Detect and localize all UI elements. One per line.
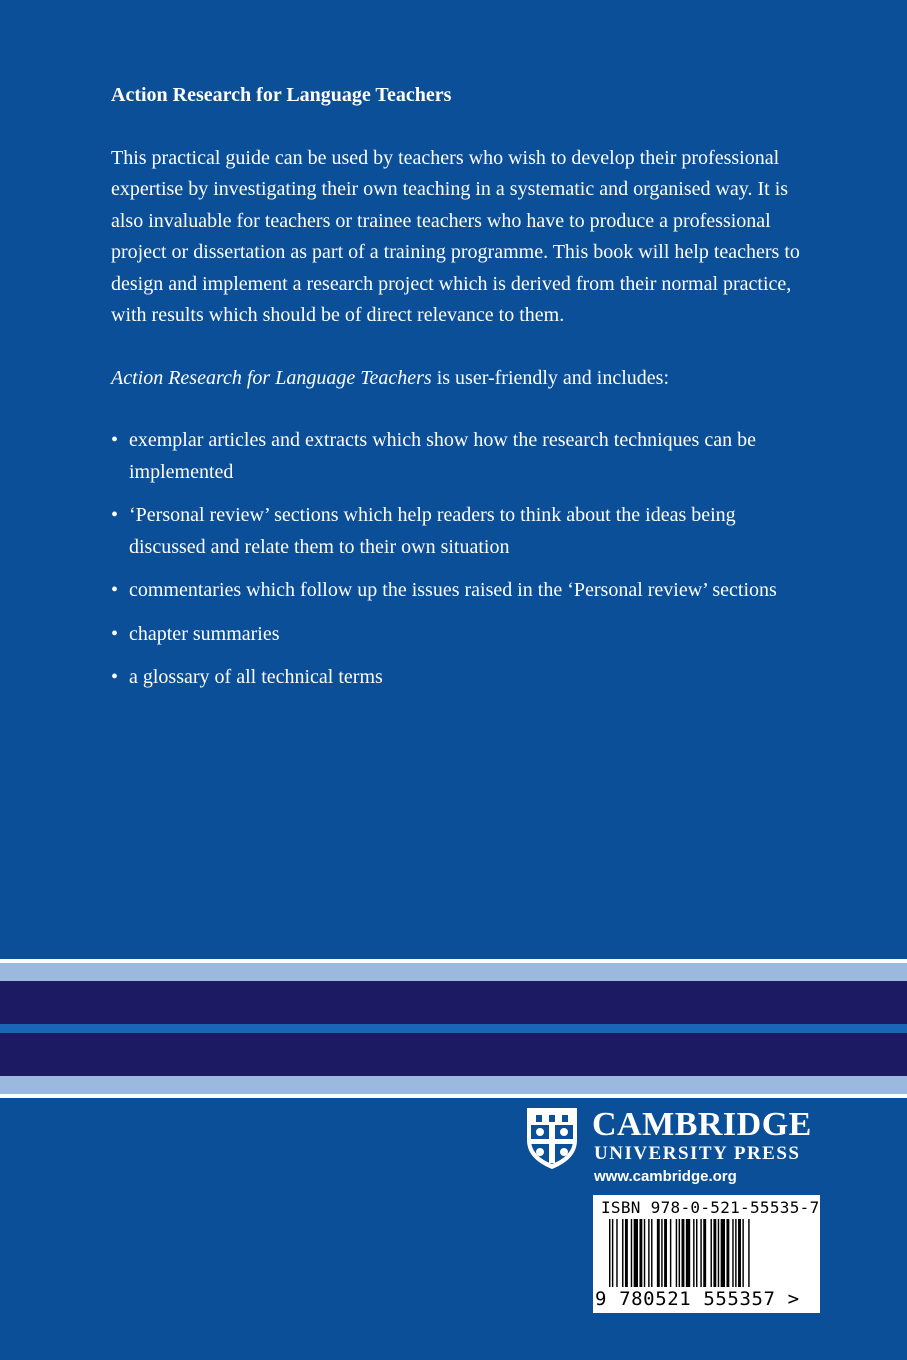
isbn-barcode <box>593 1195 820 1313</box>
bullet-icon: • <box>111 622 119 645</box>
publisher-logo <box>524 1106 824 1186</box>
book-title: Action Research for Language Teachers <box>111 84 452 106</box>
list-item-text: chapter summaries <box>129 622 280 645</box>
book-description: This practical guide can be used by teachers who wish to develop their professional expertise by investigating their own teaching in a systematic and organised way. It is also invaluable for teachers or trainee teachers who have to produce a professional project or dissertation as part of a training programme. This book will help teachers to design and implement a research project which is derived from their normal practice, with results which should be of direct relevance to them. <box>111 146 800 326</box>
list-item-text: exemplar articles and extracts which show how the research techniques can be implemented <box>129 429 756 483</box>
stripe-dark-lower <box>0 1033 907 1076</box>
features-intro <box>111 363 811 395</box>
stripe-light-top <box>0 963 907 981</box>
list-item-text: commentaries which follow up the issues raised in the ‘Personal review’ sections <box>129 579 777 601</box>
feature-list <box>111 425 811 694</box>
bullet-icon: • <box>111 504 119 526</box>
cover-text <box>111 80 811 706</box>
list-item <box>111 619 811 651</box>
list-item <box>111 500 811 563</box>
features-intro-title: Action Research for Language Teachers <box>111 366 432 389</box>
stripe-light-bottom <box>0 1076 907 1094</box>
list-item-text: ‘Personal review’ sections which help readers to think about the ideas being discussed and relate them to their own situation <box>129 504 736 558</box>
list-item <box>111 575 811 607</box>
publisher-name: CAMBRIDGE <box>592 1106 812 1143</box>
publisher-subtitle: UNIVERSITY PRESS <box>594 1143 801 1164</box>
barcode-digits: 9 780521 555357 > <box>595 1288 800 1310</box>
stripe-white-bottom <box>0 1094 907 1098</box>
list-item-text: a glossary of all technical terms <box>129 666 383 688</box>
bullet-icon: • <box>111 579 119 601</box>
cambridge-shield-icon <box>524 1106 580 1170</box>
list-item <box>111 662 811 694</box>
features-intro-text: is user-friendly and includes: <box>431 366 670 389</box>
publisher-url: www.cambridge.org <box>594 1168 737 1185</box>
barcode-bars <box>609 1219 805 1287</box>
list-item <box>111 425 811 488</box>
stripe-dark-upper <box>0 981 907 1024</box>
bullet-icon: • <box>111 429 119 451</box>
bullet-icon: • <box>111 666 119 688</box>
isbn-label: ISBN 978-0-521-55535-7 <box>601 1198 820 1217</box>
stripe-mid <box>0 1024 907 1033</box>
